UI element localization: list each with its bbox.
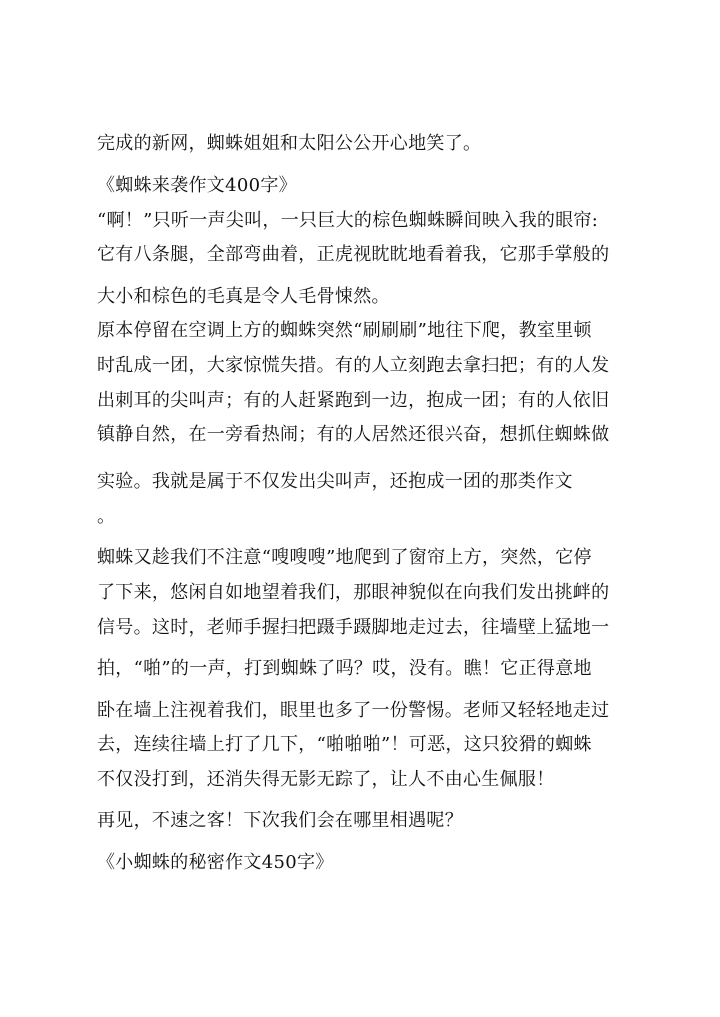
text-line: 蜘蛛又趁我们不注意“嗖嗖嗖”地爬到了窗帘上方，突然，它停 [97,547,592,568]
text-line: 它有八条腿，全部弯曲着，正虎视眈眈地看着我，它那手掌般的 [97,244,610,265]
text-line: 不仅没打到，还消失得无影无踪了，让人不由心生佩服！ [97,769,555,790]
text-line: 了下来，悠闲自如地望着我们，那眼神貌似在向我们发出挑衅的 [97,582,610,603]
text-line: 。 [97,506,116,527]
text-line: 信号。这时，老师手握扫把蹑手蹑脚地走过去，往墙壁上猛地一 [97,617,610,638]
text-line: 卧在墙上注视着我们，眼里也多了一份警惕。老师又轻轻地走过 [97,700,610,721]
text-line: 大小和棕色的毛真是令人毛骨悚然。 [97,286,390,307]
text-line: 镇静自然，在一旁看热闹；有的人居然还很兴奋，想抓住蜘蛛做 [97,424,610,445]
text-line: “啊！”只听一声尖叫，一只巨大的棕色蜘蛛瞬间映入我的眼帘: [97,210,599,231]
text-line: 拍，“啪”的一声，打到蜘蛛了吗？哎，没有。瞧！它正得意地 [97,658,592,679]
text-line: 实验。我就是属于不仅发出尖叫声，还抱成一团的那类作文 [97,471,573,492]
text-line: 原本停留在空调上方的蜘蛛突然“刷刷刷”地往下爬，教室里顿 [97,320,592,341]
text-line: 出刺耳的尖叫声；有的人赶紧跑到一边，抱成一团；有的人依旧 [97,390,610,411]
text-line: 完成的新网，蜘蛛姐姐和太阳公公开心地笑了。 [97,133,482,154]
text-line: 再见，不速之客！下次我们会在哪里相遇呢？ [97,810,463,831]
essay-title: 《小蜘蛛的秘密作文450字》 [97,852,334,873]
text-line: 去，连续往墙上打了几下，“啪啪啪”！可恶，这只狡猾的蜘蛛 [97,734,592,755]
essay-title: 《蜘蛛来袭作文400字》 [97,175,297,196]
text-line: 时乱成一团，大家惊慌失措。有的人立刻跑去拿扫把；有的人发 [97,355,610,376]
